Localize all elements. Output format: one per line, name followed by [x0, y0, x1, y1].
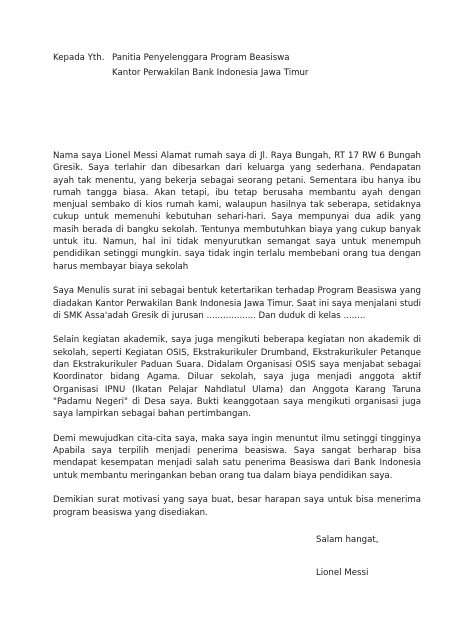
recipient-line-1 — [53, 51, 308, 66]
paragraph-background: Nama saya Lionel Messi Alamat rumah saya di Jl. Raya Bungah, RT 17 RW 6 Bungah Gresik. Saya terlahir dan dibesarkan dari keluarga yang sederhana. Pendapatan ayah tak menentu, yang bekerja sebagai seorang petani. Sementara ibu hanya ibu rumah tangga biasa. Akan tetapi, ibu tetap berusaha membantu ayah dengan menjual sembako di kios rumah kami, walaupun hasilnya tak seberapa, setidaknya cukup untuk memenuhi kebutuhan sehari-hari. Saya mempunyai dua adik yang masih berada di bangku sekolah. Tentunya membutuhkan biaya yang cukup banyak untuk itu. Namun, hal ini tidak menyurutkan semangat saya untuk menempuh pendidikan setinggi mungkin. saya tidak ingin terlalu membebani orang tua dengan harus membayar biaya sekolah — [53, 151, 421, 272]
recipient-committee: Panitia Penyelenggara Program Beasiswa — [112, 53, 290, 63]
paragraph-activities: Selain kegiatan akademik, saya juga mengikuti beberapa kegiatan non akademik di sekolah, seperti Kegiatan OSIS, Ekstrakurikuler Drumband, Ekstrakurikuler Petanque dan Ekstrakurikuler Paduan Suara. Didalam Organisasi OSIS saya menjabat sebagai Koordinator bidang Agama. Diluar sekolah, saya juga menjadi anggota aktif Organisasi IPNU (Ikatan Pelajar Nahdlatul Ulama) dan Anggota Karang Taruna "Padamu Negeri" di Desa saya. Bukti keanggotaan saya mengikuti organisasi juga saya lampirkan sebagai bahan pertimbangan. — [53, 335, 421, 420]
letter-body — [53, 150, 421, 531]
closing-greeting: Salam hangat, — [316, 535, 379, 545]
recipient-address — [53, 51, 308, 81]
recipient-label: Kepada Yth. — [53, 53, 105, 63]
signer-name: Lionel Messi — [316, 568, 369, 578]
paragraph-intent: Saya Menulis surat ini sebagai bentuk ketertarikan terhadap Program Beasiswa yang diadakan Kantor Perwakilan Bank Indonesia Jawa Timur. Saat ini saya menjalani studi di SMK Assa'adah Gresik di jurusan .................. Dan duduk di kelas ........ — [53, 286, 421, 321]
paragraph-aspiration: Demi mewujudkan cita-cita saya, maka saya ingin menuntut ilmu setinggi tingginya Apabila saya terpilih menjadi penerima beasiswa. Saya sangat berharap bisa mendapat kesempatan menjadi salah satu penerima Beasiswa dari Bank Indonesia untuk membantu meringankan beban orang tua dalam biaya pendidikan saya. — [53, 433, 421, 481]
recipient-office: Kantor Perwakilan Bank Indonesia Jawa Timur — [112, 68, 309, 78]
paragraph-conclusion: Demikian surat motivasi yang saya buat, besar harapan saya untuk bisa menerima program beasiswa yang disediakan. — [53, 495, 421, 518]
